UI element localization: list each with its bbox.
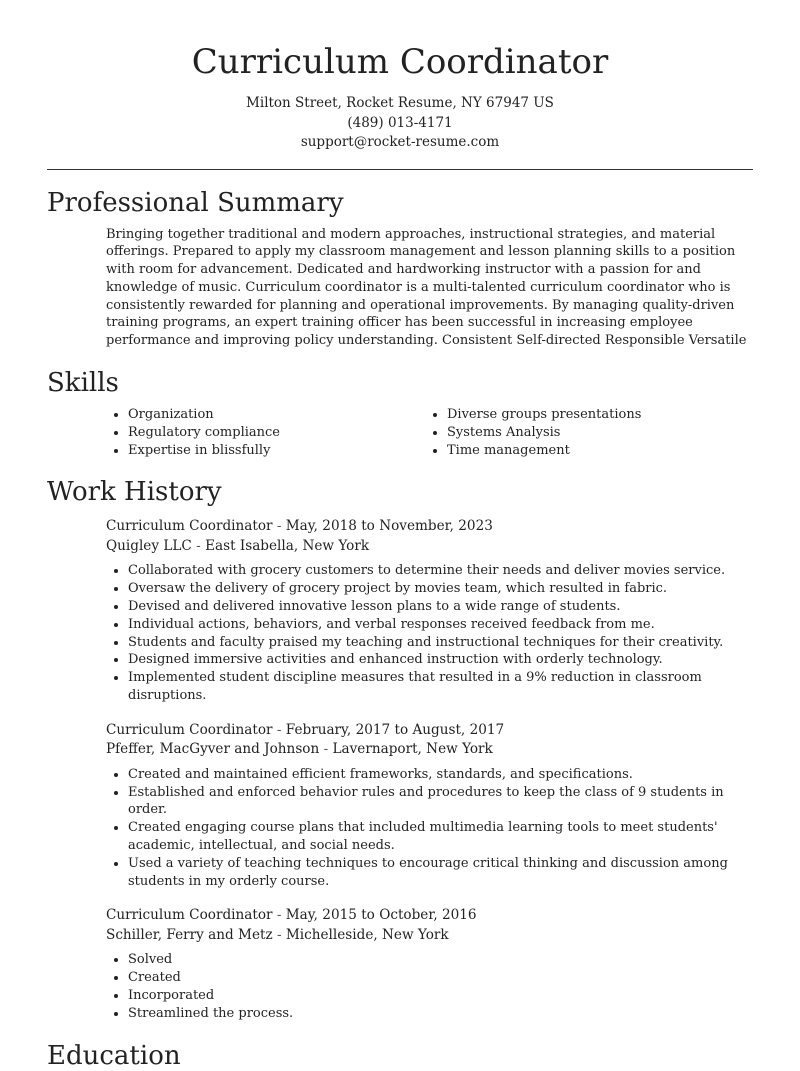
contact-address: Milton Street, Rocket Resume, NY 67947 US <box>246 95 554 111</box>
education-section <box>47 1041 753 1071</box>
job-location: Lavernaport, New York <box>332 741 493 758</box>
contact-phone: (489) 013-4171 <box>347 114 453 131</box>
skills-list-left <box>106 406 425 459</box>
job-company: Schiller, Ferry and Metz <box>106 926 273 943</box>
job-bullet: • Students and faculty praised my teaching and instructional techniques for their creativity. <box>128 634 753 652</box>
job-company: Quigley LLC <box>106 537 192 554</box>
skill-item: • Diverse groups presentations <box>447 406 744 424</box>
job-role: Curriculum Coordinator <box>106 721 273 738</box>
resume-header <box>0 0 800 153</box>
contact-block <box>0 94 800 153</box>
job-dates: May, 2015 to October, 2016 <box>285 907 477 924</box>
header-divider <box>47 169 753 170</box>
job-dates: February, 2017 to August, 2017 <box>285 721 505 738</box>
job-role: Curriculum Coordinator <box>106 518 273 535</box>
job-bullet: • Collaborated with grocery customers to determine their needs and deliver movies service. <box>128 562 753 580</box>
skill-item: • Regulatory compliance <box>128 424 425 442</box>
summary-text: Bringing together traditional and modern approaches, instructional strategies, and material offerings. Prepared to apply my classroom management and lesson planning skills to a position with room for advancement. Dedicated and hardworking instructor with a passion for and knowledge of music. Curriculum coordinator is a multi-talented curriculum coordinator who is consistently rewarded for planning and operational improvements. By managing quality-driven training programs, an expert training officer has been successful in increasing employee performance and improving policy understanding. Consistent Self-directed Responsible Versatile <box>106 226 747 349</box>
job-entry <box>106 906 753 1022</box>
work-history-section <box>47 477 753 1022</box>
job-bullets <box>106 766 753 891</box>
job-bullet: • Devised and delivered innovative lesson plans to a wide range of students. <box>128 598 753 616</box>
skill-item: • Expertise in blissfully <box>128 442 425 460</box>
job-bullets <box>106 562 753 704</box>
skills-section <box>47 368 753 459</box>
skills-heading: Skills <box>47 368 119 399</box>
separator: - <box>276 518 282 535</box>
job-title-line <box>106 906 753 926</box>
job-bullet: • Oversaw the delivery of grocery project by movies team, which resulted in fabric. <box>128 580 753 598</box>
job-bullet: • Streamlined the process. <box>128 1005 753 1023</box>
skills-grid <box>106 406 753 459</box>
job-company-line <box>106 740 753 760</box>
job-location: Michelleside, New York <box>285 926 449 943</box>
job-bullet: • Solved <box>128 951 753 969</box>
job-entry <box>106 517 753 704</box>
job-bullets <box>106 951 753 1022</box>
skills-column-left <box>106 406 425 459</box>
job-bullet: • Individual actions, behaviors, and verbal responses received feedback from me. <box>128 616 753 634</box>
job-dates: May, 2018 to November, 2023 <box>285 518 493 535</box>
separator: - <box>276 907 282 924</box>
job-entry <box>106 721 753 891</box>
job-bullet: • Incorporated <box>128 987 753 1005</box>
job-bullet: • Created and maintained efficient frameworks, standards, and specifications. <box>128 766 753 784</box>
candidate-title: Curriculum Coordinator <box>191 42 609 82</box>
education-heading: Education <box>47 1040 181 1071</box>
skill-item: • Organization <box>128 406 425 424</box>
skills-list-right <box>425 406 744 459</box>
job-bullet: • Implemented student discipline measures that resulted in a 9% reduction in classroom disruptions. <box>128 669 753 705</box>
separator: - <box>323 741 329 758</box>
job-bullet: • Designed immersive activities and enhanced instruction with orderly technology. <box>128 651 753 669</box>
summary-section <box>47 188 753 351</box>
job-company-line <box>106 926 753 946</box>
job-title-line <box>106 721 753 741</box>
separator: - <box>276 926 282 943</box>
separator: - <box>276 721 282 738</box>
job-bullet: • Created <box>128 969 753 987</box>
job-title-line <box>106 517 753 537</box>
work-history-heading: Work History <box>47 477 222 508</box>
job-company: Pfeffer, MacGyver and Johnson <box>106 741 320 758</box>
skills-column-right <box>425 406 744 459</box>
job-location: East Isabella, New York <box>205 537 370 554</box>
separator: - <box>196 537 201 554</box>
job-bullet: • Established and enforced behavior rules and procedures to keep the class of 9 students in order. <box>128 784 753 820</box>
contact-email: support@rocket-resume.com <box>300 134 500 150</box>
skill-item: • Time management <box>447 442 744 460</box>
skill-item: • Systems Analysis <box>447 424 744 442</box>
job-role: Curriculum Coordinator <box>106 907 273 924</box>
job-company-line <box>106 537 753 557</box>
job-bullet: • Created engaging course plans that included multimedia learning tools to meet students' academic, intellectual, and social needs. <box>128 819 753 855</box>
summary-heading: Professional Summary <box>47 187 344 218</box>
job-bullet: • Used a variety of teaching techniques to encourage critical thinking and discussion among students in my orderly course. <box>128 855 753 891</box>
